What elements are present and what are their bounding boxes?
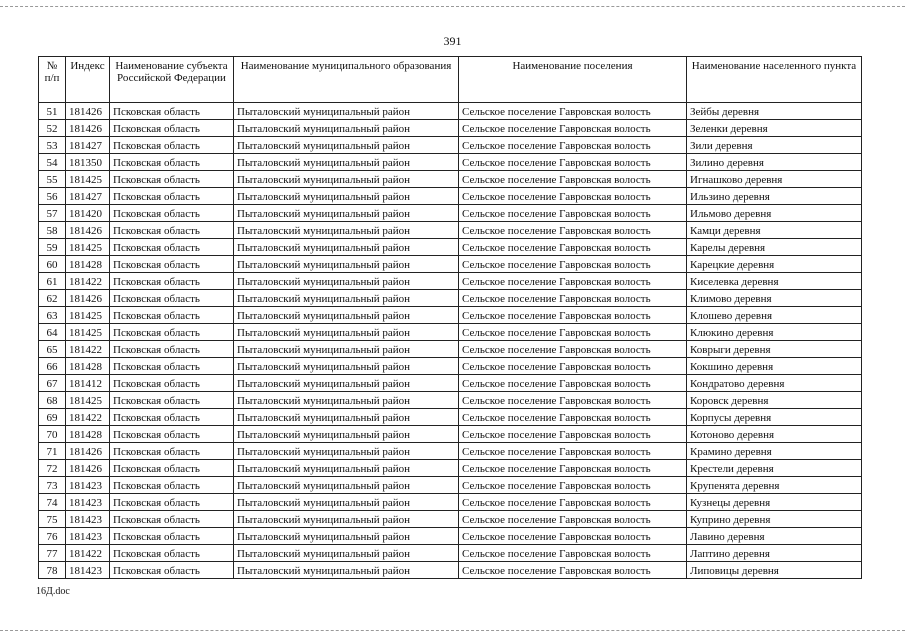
cell-locality: Карецкие деревня — [687, 256, 862, 273]
cell-municipal: Пыталовский муниципальный район — [234, 528, 459, 545]
cell-municipal: Пыталовский муниципальный район — [234, 222, 459, 239]
table-row — [39, 324, 862, 341]
cell-municipal: Пыталовский муниципальный район — [234, 545, 459, 562]
cell-no: 75 — [39, 511, 66, 528]
cell-no: 59 — [39, 239, 66, 256]
cell-locality: Клюкино деревня — [687, 324, 862, 341]
cell-no: 58 — [39, 222, 66, 239]
cell-no: 77 — [39, 545, 66, 562]
cell-index: 181428 — [66, 256, 110, 273]
header-locality: Наименование населенного пункта — [687, 57, 862, 103]
cell-no: 65 — [39, 341, 66, 358]
cell-subject: Псковская область — [110, 154, 234, 171]
cell-subject: Псковская область — [110, 494, 234, 511]
cell-settlement: Сельское поселение Гавровская волость — [459, 137, 687, 154]
cell-municipal: Пыталовский муниципальный район — [234, 392, 459, 409]
cell-locality: Коврыги деревня — [687, 341, 862, 358]
cell-no: 67 — [39, 375, 66, 392]
cell-locality: Зеленки деревня — [687, 120, 862, 137]
cell-settlement: Сельское поселение Гавровская волость — [459, 188, 687, 205]
cell-municipal: Пыталовский муниципальный район — [234, 103, 459, 120]
cell-locality: Куприно деревня — [687, 511, 862, 528]
table-row — [39, 307, 862, 324]
cell-municipal: Пыталовский муниципальный район — [234, 205, 459, 222]
cell-settlement: Сельское поселение Гавровская волость — [459, 273, 687, 290]
cell-no: 71 — [39, 443, 66, 460]
cell-subject: Псковская область — [110, 188, 234, 205]
table-row — [39, 443, 862, 460]
cell-index: 181428 — [66, 426, 110, 443]
cell-settlement: Сельское поселение Гавровская волость — [459, 290, 687, 307]
cell-municipal: Пыталовский муниципальный район — [234, 273, 459, 290]
table-row — [39, 494, 862, 511]
cell-index: 181426 — [66, 443, 110, 460]
cell-subject: Псковская область — [110, 511, 234, 528]
table-row — [39, 426, 862, 443]
table-row — [39, 562, 862, 579]
cell-no: 73 — [39, 477, 66, 494]
cell-index: 181426 — [66, 290, 110, 307]
cell-settlement: Сельское поселение Гавровская волость — [459, 120, 687, 137]
cell-index: 181420 — [66, 205, 110, 222]
cell-subject: Псковская область — [110, 562, 234, 579]
table-row — [39, 341, 862, 358]
cell-municipal: Пыталовский муниципальный район — [234, 188, 459, 205]
table-row — [39, 103, 862, 120]
cell-index: 181425 — [66, 324, 110, 341]
cell-no: 52 — [39, 120, 66, 137]
cell-municipal: Пыталовский муниципальный район — [234, 375, 459, 392]
cell-municipal: Пыталовский муниципальный район — [234, 341, 459, 358]
cell-locality: Киселевка деревня — [687, 273, 862, 290]
table-row — [39, 154, 862, 171]
cell-index: 181422 — [66, 341, 110, 358]
table-row — [39, 528, 862, 545]
cell-index: 181423 — [66, 562, 110, 579]
cell-locality: Зили деревня — [687, 137, 862, 154]
cell-municipal: Пыталовский муниципальный район — [234, 239, 459, 256]
cell-municipal: Пыталовский муниципальный район — [234, 307, 459, 324]
cell-locality: Кокшино деревня — [687, 358, 862, 375]
cell-locality: Липовицы деревня — [687, 562, 862, 579]
cell-settlement: Сельское поселение Гавровская волость — [459, 307, 687, 324]
cell-municipal: Пыталовский муниципальный район — [234, 511, 459, 528]
table-row — [39, 256, 862, 273]
cell-index: 181428 — [66, 358, 110, 375]
cell-no: 64 — [39, 324, 66, 341]
cell-municipal: Пыталовский муниципальный район — [234, 426, 459, 443]
cell-settlement: Сельское поселение Гавровская волость — [459, 511, 687, 528]
table-row — [39, 222, 862, 239]
cell-municipal: Пыталовский муниципальный район — [234, 290, 459, 307]
cell-subject: Псковская область — [110, 341, 234, 358]
cell-index: 181423 — [66, 511, 110, 528]
cell-no: 57 — [39, 205, 66, 222]
cell-settlement: Сельское поселение Гавровская волость — [459, 409, 687, 426]
cell-no: 76 — [39, 528, 66, 545]
cell-subject: Псковская область — [110, 392, 234, 409]
cell-index: 181425 — [66, 171, 110, 188]
cell-subject: Псковская область — [110, 103, 234, 120]
cell-index: 181427 — [66, 137, 110, 154]
cell-municipal: Пыталовский муниципальный район — [234, 256, 459, 273]
cell-settlement: Сельское поселение Гавровская волость — [459, 324, 687, 341]
cell-locality: Крамино деревня — [687, 443, 862, 460]
cell-settlement: Сельское поселение Гавровская волость — [459, 341, 687, 358]
table-row — [39, 545, 862, 562]
cell-no: 70 — [39, 426, 66, 443]
cell-no: 72 — [39, 460, 66, 477]
header-settlement: Наименование поселения — [459, 57, 687, 103]
cell-municipal: Пыталовский муниципальный район — [234, 460, 459, 477]
cell-locality: Коровск деревня — [687, 392, 862, 409]
cell-settlement: Сельское поселение Гавровская волость — [459, 528, 687, 545]
cell-locality: Корпусы деревня — [687, 409, 862, 426]
cell-index: 181412 — [66, 375, 110, 392]
cell-settlement: Сельское поселение Гавровская волость — [459, 443, 687, 460]
cell-locality: Клошево деревня — [687, 307, 862, 324]
table-row — [39, 358, 862, 375]
cell-settlement: Сельское поселение Гавровская волость — [459, 545, 687, 562]
cell-locality: Кузнецы деревня — [687, 494, 862, 511]
table-row — [39, 137, 862, 154]
table-row — [39, 477, 862, 494]
cell-index: 181426 — [66, 222, 110, 239]
cell-municipal: Пыталовский муниципальный район — [234, 494, 459, 511]
table-row — [39, 409, 862, 426]
cell-no: 54 — [39, 154, 66, 171]
cell-index: 181426 — [66, 103, 110, 120]
cell-index: 181425 — [66, 307, 110, 324]
cell-subject: Псковская область — [110, 171, 234, 188]
localities-table — [38, 56, 862, 579]
cell-settlement: Сельское поселение Гавровская волость — [459, 426, 687, 443]
cell-subject: Псковская область — [110, 307, 234, 324]
cell-index: 181422 — [66, 545, 110, 562]
table-row — [39, 392, 862, 409]
cell-no: 51 — [39, 103, 66, 120]
cell-subject: Псковская область — [110, 256, 234, 273]
cell-settlement: Сельское поселение Гавровская волость — [459, 239, 687, 256]
cell-no: 53 — [39, 137, 66, 154]
cell-subject: Псковская область — [110, 273, 234, 290]
table-row — [39, 120, 862, 137]
cell-subject: Псковская область — [110, 324, 234, 341]
cell-no: 55 — [39, 171, 66, 188]
cell-municipal: Пыталовский муниципальный район — [234, 120, 459, 137]
cell-index: 181422 — [66, 273, 110, 290]
cell-locality: Камци деревня — [687, 222, 862, 239]
header-municipal: Наименование муниципального образования — [234, 57, 459, 103]
cell-settlement: Сельское поселение Гавровская волость — [459, 222, 687, 239]
cell-subject: Псковская область — [110, 443, 234, 460]
table-row — [39, 171, 862, 188]
cell-locality: Ильзино деревня — [687, 188, 862, 205]
cell-no: 69 — [39, 409, 66, 426]
cell-municipal: Пыталовский муниципальный район — [234, 409, 459, 426]
document-filename: 16Д.doc — [36, 586, 70, 597]
cell-subject: Псковская область — [110, 545, 234, 562]
table-row — [39, 188, 862, 205]
header-row — [39, 57, 862, 103]
table-row — [39, 273, 862, 290]
cell-no: 66 — [39, 358, 66, 375]
cell-municipal: Пыталовский муниципальный район — [234, 171, 459, 188]
cell-locality: Крестели деревня — [687, 460, 862, 477]
header-subject: Наименование субъекта Российской Федерации — [110, 57, 234, 103]
cell-index: 181423 — [66, 477, 110, 494]
cell-subject: Псковская область — [110, 460, 234, 477]
cell-subject: Псковская область — [110, 375, 234, 392]
cell-settlement: Сельское поселение Гавровская волость — [459, 205, 687, 222]
cell-index: 181423 — [66, 528, 110, 545]
scan-top-line — [0, 6, 905, 7]
cell-no: 63 — [39, 307, 66, 324]
cell-no: 68 — [39, 392, 66, 409]
table-header — [39, 57, 862, 103]
table-row — [39, 290, 862, 307]
cell-settlement: Сельское поселение Гавровская волость — [459, 358, 687, 375]
cell-locality: Крупенята деревня — [687, 477, 862, 494]
cell-index: 181427 — [66, 188, 110, 205]
cell-no: 60 — [39, 256, 66, 273]
cell-municipal: Пыталовский муниципальный район — [234, 154, 459, 171]
cell-settlement: Сельское поселение Гавровская волость — [459, 154, 687, 171]
cell-no: 56 — [39, 188, 66, 205]
cell-locality: Лаптино деревня — [687, 545, 862, 562]
table-body — [39, 103, 862, 579]
cell-subject: Псковская область — [110, 358, 234, 375]
cell-settlement: Сельское поселение Гавровская волость — [459, 392, 687, 409]
cell-locality: Зейбы деревня — [687, 103, 862, 120]
cell-settlement: Сельское поселение Гавровская волость — [459, 375, 687, 392]
cell-subject: Псковская область — [110, 205, 234, 222]
cell-locality: Климово деревня — [687, 290, 862, 307]
cell-locality: Карелы деревня — [687, 239, 862, 256]
cell-no: 62 — [39, 290, 66, 307]
cell-no: 74 — [39, 494, 66, 511]
header-no: № п/п — [39, 57, 66, 103]
cell-locality: Зилино деревня — [687, 154, 862, 171]
cell-municipal: Пыталовский муниципальный район — [234, 562, 459, 579]
cell-subject: Псковская область — [110, 239, 234, 256]
table-row — [39, 239, 862, 256]
cell-index: 181426 — [66, 460, 110, 477]
cell-subject: Псковская область — [110, 528, 234, 545]
cell-index: 181425 — [66, 239, 110, 256]
cell-locality: Игнашково деревня — [687, 171, 862, 188]
scan-bottom-line — [0, 630, 905, 631]
cell-settlement: Сельское поселение Гавровская волость — [459, 460, 687, 477]
cell-settlement: Сельское поселение Гавровская волость — [459, 256, 687, 273]
table-row — [39, 375, 862, 392]
cell-subject: Псковская область — [110, 426, 234, 443]
header-index: Индекс — [66, 57, 110, 103]
table-row — [39, 511, 862, 528]
cell-settlement: Сельское поселение Гавровская волость — [459, 171, 687, 188]
table-row — [39, 205, 862, 222]
cell-index: 181350 — [66, 154, 110, 171]
cell-index: 181423 — [66, 494, 110, 511]
cell-municipal: Пыталовский муниципальный район — [234, 443, 459, 460]
cell-municipal: Пыталовский муниципальный район — [234, 324, 459, 341]
cell-index: 181422 — [66, 409, 110, 426]
cell-subject: Псковская область — [110, 409, 234, 426]
cell-index: 181425 — [66, 392, 110, 409]
table-row — [39, 460, 862, 477]
cell-settlement: Сельское поселение Гавровская волость — [459, 562, 687, 579]
cell-settlement: Сельское поселение Гавровская волость — [459, 477, 687, 494]
cell-settlement: Сельское поселение Гавровская волость — [459, 103, 687, 120]
cell-no: 61 — [39, 273, 66, 290]
cell-municipal: Пыталовский муниципальный район — [234, 137, 459, 154]
cell-municipal: Пыталовский муниципальный район — [234, 477, 459, 494]
cell-settlement: Сельское поселение Гавровская волость — [459, 494, 687, 511]
cell-locality: Кондратово деревня — [687, 375, 862, 392]
cell-municipal: Пыталовский муниципальный район — [234, 358, 459, 375]
cell-locality: Лавино деревня — [687, 528, 862, 545]
cell-subject: Псковская область — [110, 137, 234, 154]
cell-locality: Котоново деревня — [687, 426, 862, 443]
page-number: 391 — [443, 34, 462, 48]
cell-locality: Ильмово деревня — [687, 205, 862, 222]
cell-no: 78 — [39, 562, 66, 579]
cell-subject: Псковская область — [110, 222, 234, 239]
cell-index: 181426 — [66, 120, 110, 137]
cell-subject: Псковская область — [110, 120, 234, 137]
cell-subject: Псковская область — [110, 477, 234, 494]
cell-subject: Псковская область — [110, 290, 234, 307]
